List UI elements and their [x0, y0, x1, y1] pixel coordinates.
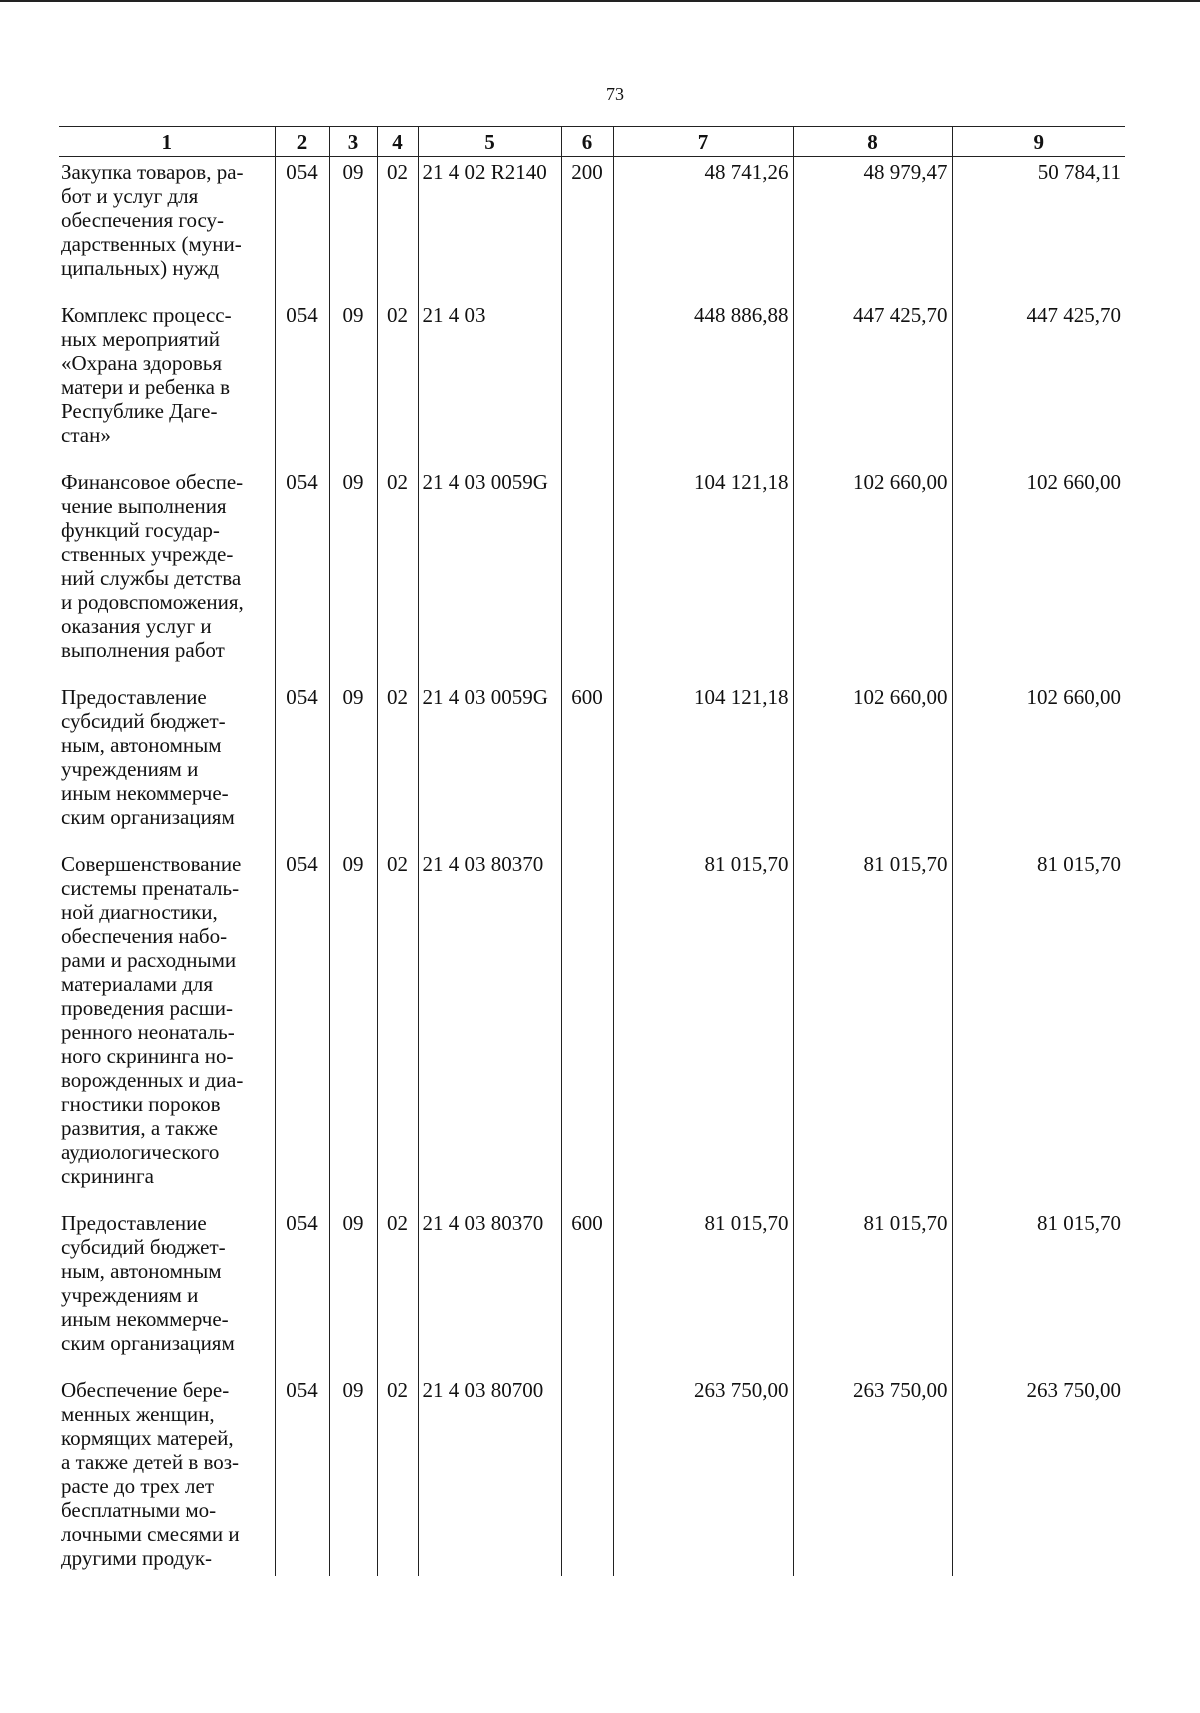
- header-col-8: 8: [793, 127, 952, 157]
- row-section: 09: [329, 300, 377, 467]
- row-amount-9: 50 784,11: [952, 157, 1125, 301]
- row-amount-7: 104 121,18: [613, 467, 793, 682]
- header-col-4: 4: [377, 127, 418, 157]
- row-expense-type: [561, 467, 613, 682]
- row-target-article: 21 4 03 80700: [418, 1375, 561, 1576]
- table-row: [59, 300, 1125, 467]
- row-name: Комплекс процесс- ных мероприятий «Охрана здоровья матери и ребенка в Республике Даге- стан»: [61, 303, 232, 447]
- row-subsection: 02: [377, 467, 418, 682]
- row-subsection: 02: [377, 1208, 418, 1375]
- row-target-article: 21 4 03: [418, 300, 561, 467]
- header-col-5: 5: [418, 127, 561, 157]
- row-name: Предоставление субсидий бюджет- ным, автономным учреждениям и иным некоммерче- ским организациям: [61, 685, 235, 829]
- row-amount-8: 81 015,70: [793, 849, 952, 1208]
- row-target-article: 21 4 02 R2140: [418, 157, 561, 301]
- row-section: 09: [329, 157, 377, 301]
- row-amount-7: 104 121,18: [613, 682, 793, 849]
- table-row: [59, 467, 1125, 682]
- row-expense-type: [561, 849, 613, 1208]
- row-amount-7: 263 750,00: [613, 1375, 793, 1576]
- row-expense-type: 600: [561, 1208, 613, 1375]
- header-col-3: 3: [329, 127, 377, 157]
- row-amount-9: 102 660,00: [952, 467, 1125, 682]
- row-expense-type: [561, 300, 613, 467]
- header-col-2: 2: [275, 127, 329, 157]
- top-border-rule: [0, 0, 1200, 2]
- table-row: [59, 157, 1125, 301]
- row-code-2: 054: [275, 1208, 329, 1375]
- row-amount-8: 102 660,00: [793, 467, 952, 682]
- header-col-9: 9: [952, 127, 1125, 157]
- budget-table-container: [59, 126, 1125, 1576]
- row-amount-7: 81 015,70: [613, 849, 793, 1208]
- row-subsection: 02: [377, 1375, 418, 1576]
- row-name: Закупка товаров, ра- бот и услуг для обеспечения госу- дарственных (муни- ципальных) нужд: [61, 160, 244, 280]
- row-target-article: 21 4 03 80370: [418, 1208, 561, 1375]
- row-subsection: 02: [377, 849, 418, 1208]
- row-amount-8: 447 425,70: [793, 300, 952, 467]
- row-target-article: 21 4 03 80370: [418, 849, 561, 1208]
- row-target-article: 21 4 03 0059G: [418, 467, 561, 682]
- row-subsection: 02: [377, 300, 418, 467]
- table-row: [59, 849, 1125, 1208]
- header-col-6: 6: [561, 127, 613, 157]
- row-target-article: 21 4 03 0059G: [418, 682, 561, 849]
- row-expense-type: 200: [561, 157, 613, 301]
- row-section: 09: [329, 1375, 377, 1576]
- table-row: [59, 1375, 1125, 1576]
- row-amount-7: 81 015,70: [613, 1208, 793, 1375]
- row-code-2: 054: [275, 467, 329, 682]
- header-row: [59, 127, 1125, 157]
- row-section: 09: [329, 1208, 377, 1375]
- row-amount-8: 263 750,00: [793, 1375, 952, 1576]
- row-amount-9: 447 425,70: [952, 300, 1125, 467]
- row-amount-7: 48 741,26: [613, 157, 793, 301]
- header-col-7: 7: [613, 127, 793, 157]
- budget-table: [59, 126, 1125, 1576]
- row-code-2: 054: [275, 849, 329, 1208]
- row-amount-8: 48 979,47: [793, 157, 952, 301]
- row-code-2: 054: [275, 682, 329, 849]
- row-expense-type: 600: [561, 682, 613, 849]
- row-name: Совершенствование системы пренаталь- ной диагностики, обеспечения набо- рами и расходными материалами для проведения расши- ренного неонаталь- ного скрининга но- ворожденных и диа- гностики пороков развития, а также аудиологического скрининга: [61, 852, 244, 1188]
- header-col-1: 1: [59, 127, 275, 157]
- row-name: Финансовое обеспе- чение выполнения функций государ- ственных учрежде- ний службы детства и родовспоможения, оказания услуг и выполнения работ: [61, 470, 244, 662]
- row-section: 09: [329, 467, 377, 682]
- row-amount-8: 81 015,70: [793, 1208, 952, 1375]
- row-amount-9: 263 750,00: [952, 1375, 1125, 1576]
- row-section: 09: [329, 849, 377, 1208]
- row-code-2: 054: [275, 157, 329, 301]
- table-header: [59, 127, 1125, 157]
- table-row: [59, 682, 1125, 849]
- row-amount-9: 81 015,70: [952, 849, 1125, 1208]
- row-name: Обеспечение бере- менных женщин, кормящих матерей, а также детей в воз- расте до трех лет бесплатными мо- лочными смесями и другими продук-: [61, 1378, 240, 1570]
- row-code-2: 054: [275, 300, 329, 467]
- table-body: [59, 157, 1125, 1577]
- row-expense-type: [561, 1375, 613, 1576]
- row-amount-9: 81 015,70: [952, 1208, 1125, 1375]
- row-section: 09: [329, 682, 377, 849]
- row-amount-7: 448 886,88: [613, 300, 793, 467]
- row-subsection: 02: [377, 157, 418, 301]
- page-number: 73: [606, 84, 624, 104]
- row-amount-9: 102 660,00: [952, 682, 1125, 849]
- row-subsection: 02: [377, 682, 418, 849]
- row-name: Предоставление субсидий бюджет- ным, автономным учреждениям и иным некоммерче- ским организациям: [61, 1211, 235, 1355]
- row-amount-8: 102 660,00: [793, 682, 952, 849]
- row-code-2: 054: [275, 1375, 329, 1576]
- table-row: [59, 1208, 1125, 1375]
